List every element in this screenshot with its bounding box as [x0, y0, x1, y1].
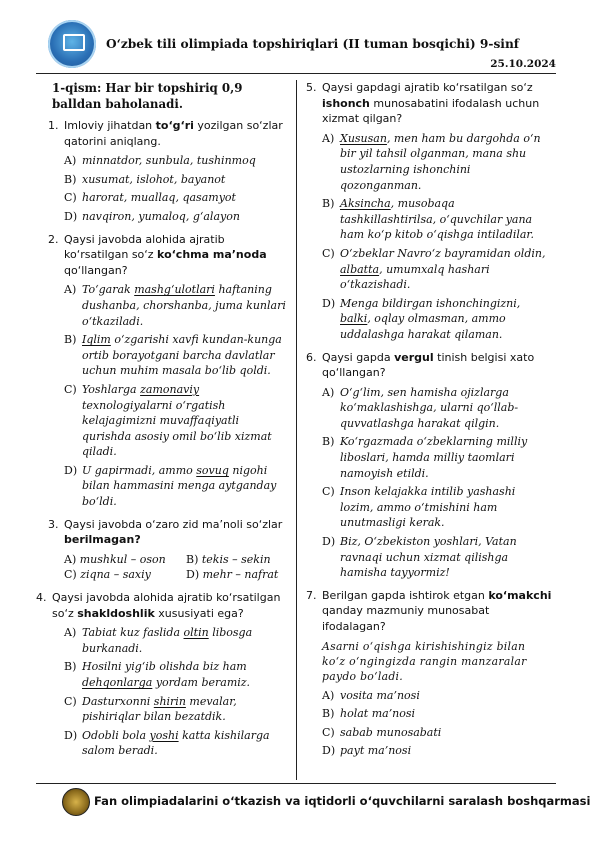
q7-option-d: D) payt ma’nosi: [322, 744, 412, 758]
q4-option-a: A) Tabiat kuz faslida oltin libosga burkanadi.: [64, 626, 253, 655]
q6-option-b: B) Ko‘rgazmada o‘zbeklarning milliy liboslari, hamda milliy taomlari namoyish etildi.: [322, 435, 528, 480]
q3-options: [64, 552, 288, 583]
q7-example-sentence: Asarni o‘qishga kirishishingiz bilan ko‘z o‘ngingizda rangin manzaralar paydo bo‘ladi.: [322, 639, 527, 683]
page-title: O‘zbek tili olimpiada topshiriqlari (II tuman bosqichi) 9-sinf: [106, 37, 520, 51]
q5-option-a: A) Xususan, men ham bu dargohda o‘n bir yil tahsil olganman, mana shu ustozlarning ishonchini qozonganman.: [322, 131, 541, 192]
question-6: 6. Qaysi gapda vergul tinish belgisi xato qo‘llangan?: [306, 350, 535, 380]
q3-option-c: C) ziqna – saxiy: [64, 568, 151, 582]
q1-option-c: C) harorat, muallaq, qasamyot: [64, 191, 236, 205]
q3-option-b: B) tekis – sekin: [186, 552, 271, 566]
page-footer: [36, 786, 591, 816]
q2-option-d: D) U gapirmadi, ammo sovuq nigohi bilan hammasini menga aytganday bo‘ldi.: [64, 463, 277, 509]
q1-option-d: D) navqiron, yumaloq, g‘alayon: [64, 209, 240, 223]
q3-option-d: D) mehr – nafrat: [186, 568, 279, 582]
section-intro: 1-qism: Har bir topshiriq 0,9 balldan baholanadi.: [52, 81, 243, 111]
left-column: [36, 80, 288, 762]
question-2: 2. Qaysi javobda alohida ajratib ko‘rsatilgan so‘z ko‘chma ma’noda qo‘llangan?: [48, 232, 267, 277]
question-7: 7. Berilgan gapda ishtirok etgan ko‘makchi qanday mazmuniy munosabat ifodalagan?: [306, 588, 552, 633]
q4-option-d: D) Odobli bola yoshi katta kishilarga salom beradi.: [64, 728, 270, 758]
q5-option-b: B) Aksincha, musobaqa tashkillashtirilsa, o‘quvchilar yana ham ko‘p kitob o‘qishga intiladilar.: [322, 197, 534, 242]
page-header: [36, 20, 556, 72]
q5-option-c: C) O‘zbeklar Navro‘z bayramidan oldin, albatta, umumxalq hashari o‘tkazishadi.: [322, 246, 546, 292]
q4-option-b: B) Hosilni yig‘ib olishda biz ham dehqonlarga yordam beramiz.: [64, 660, 251, 689]
q3-option-a: A) mushkul – oson: [64, 552, 166, 566]
right-column: [302, 80, 552, 762]
footer-divider: [36, 783, 556, 784]
exam-date: 25.10.2024: [490, 58, 556, 70]
q1-option-b: B) xusumat, islohot, bayanot: [64, 172, 226, 186]
q1-option-a: A) minnatdor, sunbula, tushinmoq: [64, 154, 256, 168]
column-divider: [296, 80, 297, 780]
question-3: 3. Qaysi javobda o‘zaro zid ma’noli so‘zlar berilmagan?: [48, 517, 283, 547]
q6-option-c: C) Inson kelajakka intilib yashashi lozim, ammo o‘tmishini ham unutmasligi kerak.: [322, 485, 516, 530]
q2-option-b: B) Iqlim o‘zgarishi xavfi kundan-kunga ortib borayotgani barcha davlatlar uchun muhim masala bo‘lib qoldi.: [64, 333, 282, 378]
q2-option-a: A) To‘garak mashg‘ulotlari haftaning dushanba, chorshanba, juma kunlari o‘tkaziladi.: [64, 283, 286, 328]
q6-option-a: A) O‘g‘lim, sen hamisha ojizlarga ko‘maklashishga, ularni qo‘llab-quvvatlashga harakat qilgin.: [322, 385, 519, 430]
question-1: 1. Imloviy jihatdan to‘g‘ri yozilgan so‘zlar qatorini aniqlang.: [48, 119, 283, 148]
footer-organization: Fan olimpiadalarini o‘tkazish va iqtidorli o‘quvchilarni saralash boshqarmasi: [94, 794, 591, 808]
q5-option-d: D) Menga bildirgan ishonchingizni, balki, oqlay olmasman, ammo uddalashga harakat qilaman.: [322, 296, 521, 341]
emblem-seal-icon: [62, 788, 90, 816]
question-4: 4. Qaysi javobda alohida ajratib ko‘rsatilgan so‘z shakldoshlik xususiyati ega?: [36, 591, 281, 620]
q7-option-c: C) sabab munosabati: [322, 725, 442, 739]
header-divider: [36, 73, 556, 74]
q6-option-d: D) Biz, O‘zbekiston yoshlari, Vatan ravnaqi uchun xizmat qilishga hamisha tayyormiz!: [322, 535, 517, 580]
q2-option-c: C) Yoshlarga zamonaviy texnologiyalarni o‘rgatish kelajagimizni muvaffaqiyatli qurishda asosiy omil bo‘lib xizmat qiladi.: [64, 382, 272, 459]
q7-option-a: A) vosita ma’nosi: [322, 688, 420, 702]
q4-option-c: C) Dasturxonni shirin mevalar, pishiriqlar bilan bezatdik.: [64, 694, 237, 724]
ministry-logo-icon: [48, 20, 96, 68]
question-5: 5. Qaysi gapdagi ajratib ko‘rsatilgan so‘z ishonch munosabatini ifodalash uchun xizmat qilgan?: [306, 81, 540, 126]
q7-option-b: B) holat ma’nosi: [322, 707, 416, 721]
